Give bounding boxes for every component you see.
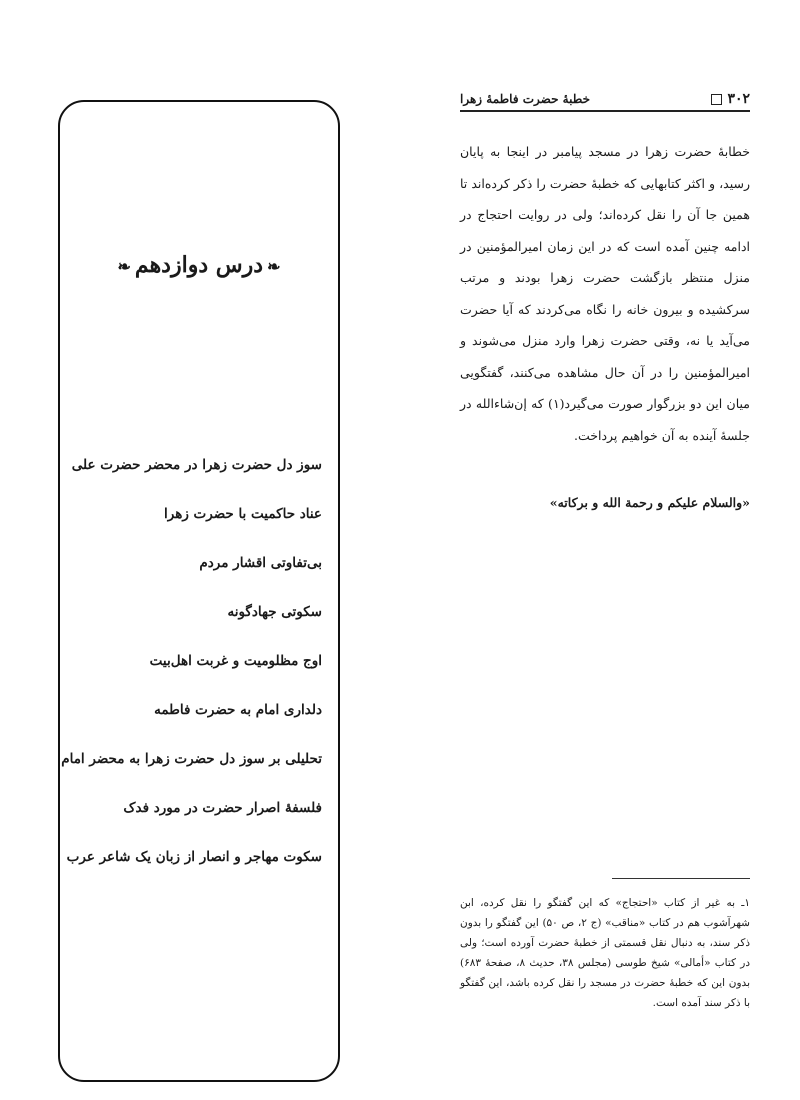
topic-list [61,450,322,891]
list-item: بی‌تفاوتی اقشار مردم [199,555,322,571]
lesson-title [58,252,340,278]
page-number [711,91,750,107]
page-header [460,88,750,112]
main-paragraph: خطابهٔ حضرت زهرا در مسجد پیامبر در اینجا به پایان رسید، و اکثر کتابهایی که خطبهٔ حضرت را ذکر کرده‌اند تا همین جا آن را نقل کرده‌اند؛ ولی در روایت احتجاج در ادامه چنین آمده است که در این زمان امیرالمؤمنین در منزل منتظر بازگشت حضرت زهرا بودند و مرتب سرکشیده و بیرون خانه را نگاه می‌کردند که آیا حضرت می‌آید یا نه، وقتی حضرت زهرا وارد منزل می‌شوند و امیرالمؤمنین را در آن حال مشاهده می‌کنند، گفتگویی میان این دو بزرگوار صورت می‌گیرد(۱) که إن‌شاءالله در جلسهٔ آینده به آن خواهیم پرداخت. [460,144,750,443]
list-item: عناد حاکمیت با حضرت زهرا [164,506,322,522]
main-text [460,136,750,451]
list-item: اوج مظلومیت و غربت اهل‌بیت [149,653,322,669]
list-item: سکوتی جهادگونه [227,604,322,620]
footnote: ۱ـ به غیر از کتاب «احتجاج» که این گفتگو را نقل کرده، ابن شهرآشوب هم در کتاب «مناقب» (ج ۲، ص ۵۰) این گفتگو را بدون ذکر سند، به دنبال نقل قسمتی از خطبهٔ حضرت آورده است؛ ولی در کتاب «أمالی» شیخ طوسی (مجلس ۳۸، حدیث ۸، صفحهٔ ۶۸۳) بدون این که خطبهٔ حضرت در مسجد را نقل کرده باشد، این گفتگو با ذکر سند آمده است. [460,897,750,1009]
list-item: سوز دل حضرت زهرا در محضر حضرت علی [71,457,322,473]
running-title: خطبهٔ حضرت فاطمهٔ زهرا [460,92,590,106]
list-item: دلداری امام به حضرت فاطمه [154,702,322,718]
flourish-right-icon: ❧ [117,257,131,276]
list-item: تحلیلی بر سوز دل حضرت زهرا به محضر امام [61,751,322,767]
list-item: فلسفهٔ اصرار حضرت در مورد فدک [123,800,322,816]
footnote-divider [612,878,750,879]
lesson-title-text: درس دوازدهم [134,252,264,278]
square-ornament-icon [711,94,722,105]
page-number-value: ۳۰۲ [727,91,750,107]
flourish-left-icon: ❧ [267,257,281,276]
list-item: سکوت مهاجر و انصار از زبان یک شاعر عرب [66,849,322,865]
closing-salutation: «والسلام علیکم و رحمة الله و برکاته» [549,495,750,510]
